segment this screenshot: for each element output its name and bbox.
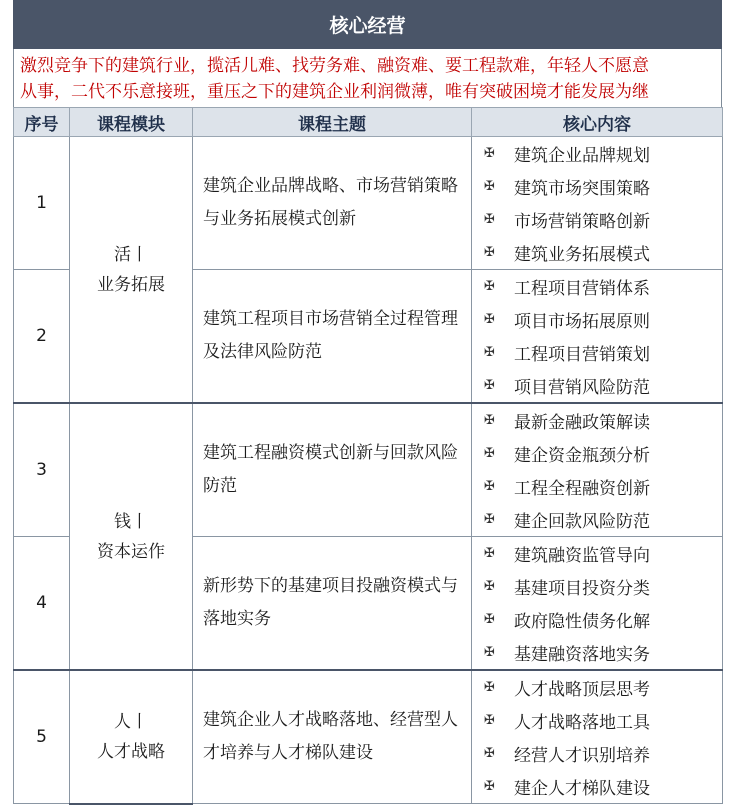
list-item (484, 671, 722, 704)
row-topic: 新形势下的基建项目投融资模式与落地实务 (193, 537, 472, 671)
module-cell-talent (70, 670, 193, 804)
row-num: 5 (14, 670, 70, 804)
point-text: 经营人才识别培养 (514, 746, 650, 766)
cross-bullet-icon: ✠ (484, 512, 495, 527)
row-num: 4 (14, 537, 70, 671)
intro-line-1: 激烈竞争下的建筑行业，揽活儿难、找劳务难、融资难、要工程款难，年轻人不愿意 (20, 56, 649, 76)
row-points (472, 537, 723, 671)
cross-bullet-icon: ✠ (484, 179, 495, 194)
table-row (14, 137, 723, 270)
row-topic: 建筑工程融资模式创新与回款风险防范 (193, 403, 472, 537)
row-topic: 建筑工程项目市场营销全过程管理及法律风险防范 (193, 270, 472, 404)
cross-bullet-icon: ✠ (484, 479, 495, 494)
list-item (484, 270, 722, 303)
cross-bullet-icon: ✠ (484, 146, 495, 161)
cross-bullet-icon: ✠ (484, 713, 495, 728)
list-item (484, 603, 722, 636)
module-cell-capital (70, 403, 193, 670)
course-table (13, 107, 723, 805)
list-item (484, 203, 722, 236)
list-item (484, 170, 722, 203)
point-text: 建筑市场突围策略 (514, 179, 650, 199)
cross-bullet-icon: ✠ (484, 779, 495, 794)
cross-bullet-icon: ✠ (484, 446, 495, 461)
list-item (484, 503, 722, 536)
row-num: 1 (14, 137, 70, 270)
table-header-row (14, 108, 723, 137)
cross-bullet-icon: ✠ (484, 245, 495, 260)
header-module: 课程模块 (70, 108, 193, 137)
list-item (484, 336, 722, 369)
intro-line-2: 从事，二代不乐意接班，重压之下的建筑企业利润微薄，唯有突破困境才能发展为继 (20, 82, 649, 102)
row-num: 3 (14, 403, 70, 537)
point-text: 人才战略落地工具 (514, 713, 650, 733)
table-row (14, 670, 723, 804)
point-text: 建筑业务拓展模式 (514, 245, 650, 265)
list-item (484, 369, 722, 402)
point-text: 建企资金瓶颈分析 (514, 446, 650, 466)
point-text: 建筑企业品牌规划 (514, 146, 650, 166)
cross-bullet-icon: ✠ (484, 645, 495, 660)
cross-bullet-icon: ✠ (484, 345, 495, 360)
point-text: 市场营销策略创新 (514, 212, 650, 232)
cross-bullet-icon: ✠ (484, 312, 495, 327)
cross-bullet-icon: ✠ (484, 612, 495, 627)
point-text: 工程项目营销体系 (514, 279, 650, 299)
row-points (472, 137, 723, 270)
point-text: 建筑融资监管导向 (514, 546, 650, 566)
point-text: 人才战略顶层思考 (514, 680, 650, 700)
cross-bullet-icon: ✠ (484, 579, 495, 594)
point-text: 基建项目投资分类 (514, 579, 650, 599)
point-text: 最新金融政策解读 (514, 413, 650, 433)
point-text: 基建融资落地实务 (514, 645, 650, 665)
row-num: 2 (14, 270, 70, 404)
cross-bullet-icon: ✠ (484, 413, 495, 428)
point-text: 政府隐性债务化解 (514, 612, 650, 632)
module-line-1: 人丨 (114, 711, 148, 732)
cross-bullet-icon: ✠ (484, 746, 495, 761)
cross-bullet-icon: ✠ (484, 378, 495, 393)
list-item (484, 636, 722, 669)
list-item (484, 570, 722, 603)
course-table-document (13, 0, 722, 805)
point-text: 工程项目营销策划 (514, 345, 650, 365)
point-text: 建企回款风险防范 (514, 512, 650, 532)
cross-bullet-icon: ✠ (484, 279, 495, 294)
row-points (472, 403, 723, 537)
row-topic: 建筑企业品牌战略、市场营销策略与业务拓展模式创新 (193, 137, 472, 270)
list-item (484, 404, 722, 437)
table-row (14, 403, 723, 537)
intro-text (13, 49, 722, 107)
row-points (472, 270, 723, 404)
list-item (484, 437, 722, 470)
list-item (484, 770, 722, 803)
cross-bullet-icon: ✠ (484, 212, 495, 227)
row-topic: 建筑企业人才战略落地、经营型人才培养与人才梯队建设 (193, 670, 472, 804)
module-cell-business (70, 137, 193, 404)
list-item (484, 737, 722, 770)
header-content: 核心内容 (472, 108, 723, 137)
point-text: 工程全程融资创新 (514, 479, 650, 499)
list-item (484, 303, 722, 336)
module-line-2: 业务拓展 (97, 274, 165, 295)
module-line-1: 活丨 (114, 244, 148, 265)
module-line-2: 资本运作 (97, 541, 165, 562)
list-item (484, 137, 722, 170)
list-item (484, 704, 722, 737)
point-text: 项目市场拓展原则 (514, 312, 650, 332)
list-item (484, 470, 722, 503)
list-item (484, 537, 722, 570)
point-text: 建企人才梯队建设 (514, 779, 650, 799)
cross-bullet-icon: ✠ (484, 546, 495, 561)
header-topic: 课程主题 (193, 108, 472, 137)
list-item (484, 236, 722, 269)
point-text: 项目营销风险防范 (514, 378, 650, 398)
cross-bullet-icon: ✠ (484, 680, 495, 695)
header-num: 序号 (14, 108, 70, 137)
document-title: 核心经营 (13, 0, 722, 49)
module-line-2: 人才战略 (97, 741, 165, 762)
module-line-1: 钱丨 (114, 511, 148, 532)
row-points (472, 670, 723, 804)
